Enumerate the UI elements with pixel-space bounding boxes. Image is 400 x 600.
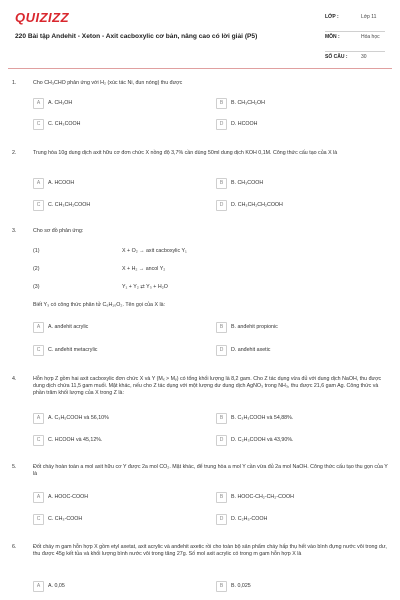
option-letter: B — [216, 413, 227, 424]
option-letter: A — [33, 98, 44, 109]
option-b[interactable] — [216, 413, 376, 424]
option-text: A. 0,05 — [48, 583, 65, 589]
option-c[interactable] — [33, 514, 193, 525]
question-5 — [12, 464, 390, 534]
question-number: 3. — [12, 228, 17, 234]
option-letter: D — [216, 514, 227, 525]
option-letter: D — [216, 435, 227, 446]
question-2 — [12, 150, 390, 220]
option-letter: A — [33, 581, 44, 592]
option-b[interactable] — [216, 492, 376, 503]
meta-value: Lớp 11 — [361, 14, 377, 20]
scheme-label: (2) — [33, 266, 40, 272]
option-text: B. 0,025 — [231, 583, 251, 589]
question-text: Cho CH₃CHO phản ứng với H₂ (xúc tác Ni, đun nóng) thu được — [33, 80, 183, 86]
option-text: C. CH₃COOH — [48, 121, 81, 127]
option-letter: A — [33, 413, 44, 424]
option-text: C. HCOOH và 45,12%. — [48, 437, 103, 443]
option-text: D. C₂H₃COOH và 43,90%. — [231, 437, 294, 443]
option-text: B. anđehit propionic — [231, 324, 278, 330]
option-a[interactable] — [33, 98, 193, 109]
option-d[interactable] — [216, 200, 376, 211]
question-number: 5. — [12, 464, 17, 470]
option-text: A. HOOC-COOH — [48, 494, 89, 500]
question-text: Đốt cháy m gam hỗn hợp X gồm etyl axetat, axit acrylic và anđehit axetic rồi cho toàn bộ sản phẩm cháy hấp thụ hết vào bình đựng nước vôi trong dư, thu được 45g kết tủa và khối lượng bình nước vôi trong tăng 27g. Số mol axit acrylic có trong m gam hỗn hợp X là — [33, 544, 387, 557]
question-3 — [12, 228, 390, 363]
scheme-equation: X + H₂ → ancol Y₂ — [122, 266, 166, 272]
question-number: 1. — [12, 80, 17, 86]
option-letter: C — [33, 514, 44, 525]
option-b[interactable] — [216, 178, 376, 189]
scheme-equation: X + O₂ → axit cacboxylic Y₁ — [122, 248, 187, 254]
option-c[interactable] — [33, 345, 193, 356]
meta-key: LỚP : — [325, 14, 339, 20]
option-text: D. anđehit axetic — [231, 347, 271, 353]
meta-row-subject — [325, 34, 385, 52]
option-letter: A — [33, 492, 44, 503]
question-text: Cho sơ đồ phản ứng: — [33, 228, 84, 234]
option-letter: C — [33, 119, 44, 130]
question-followup: Biết Y₃ có công thức phân tử C₆H₁₀O₂. Tên gọi của X là: — [33, 302, 166, 308]
option-letter: C — [33, 345, 44, 356]
question-number: 4. — [12, 376, 17, 382]
quizizz-logo: QUIZIZZ — [15, 10, 70, 25]
option-d[interactable] — [216, 514, 376, 525]
option-a[interactable] — [33, 322, 193, 333]
option-text: A. C₃H₅COOH và 56,10% — [48, 415, 109, 421]
option-letter: B — [216, 581, 227, 592]
worksheet-header — [0, 0, 400, 66]
scheme-equation: Y₁ + Y₂ ⇄ Y₃ + H₂O — [122, 284, 168, 290]
option-b[interactable] — [216, 98, 376, 109]
option-a[interactable] — [33, 492, 193, 503]
option-letter: C — [33, 435, 44, 446]
option-a[interactable] — [33, 413, 193, 424]
option-letter: B — [216, 178, 227, 189]
option-text: C. anđehit metacrylic — [48, 347, 98, 353]
question-text: Trung hòa 10g dung dịch axit hữu cơ đơn chức X nồng độ 3,7% cần dùng 50ml dung dịch KOH 0,1M. Công thức cấu tạo của X là — [33, 150, 338, 156]
option-text: A. HCOOH — [48, 180, 75, 186]
option-d[interactable] — [216, 435, 376, 446]
question-1 — [12, 80, 390, 140]
question-4 — [12, 376, 390, 458]
meta-row-class — [325, 14, 385, 32]
option-d[interactable] — [216, 345, 376, 356]
option-text: A. anđehit acrylic — [48, 324, 89, 330]
option-b[interactable] — [216, 581, 376, 592]
option-letter: D — [216, 200, 227, 211]
option-letter: B — [216, 98, 227, 109]
question-6 — [12, 544, 390, 598]
option-letter: A — [33, 178, 44, 189]
option-text: C. CH₃-COOH — [48, 516, 83, 522]
scheme-label: (1) — [33, 248, 40, 254]
option-letter: C — [33, 200, 44, 211]
option-text: D. C₂H₅-COOH — [231, 516, 268, 522]
option-d[interactable] — [216, 119, 376, 130]
header-divider — [8, 68, 392, 69]
option-text: D. CH₃CH₂CH₂COOH — [231, 202, 283, 208]
meta-box — [325, 14, 385, 73]
option-a[interactable] — [33, 581, 193, 592]
option-text: C. CH₃CH₂COOH — [48, 202, 91, 208]
option-text: D. HCOOH — [231, 121, 258, 127]
option-text: A. CH₃OH — [48, 100, 73, 106]
option-c[interactable] — [33, 200, 193, 211]
scheme-label: (3) — [33, 284, 40, 290]
option-c[interactable] — [33, 119, 193, 130]
question-text: Đốt cháy hoàn toàn a mol axit hữu cơ Y được 2a mol CO₂. Mặt khác, để trung hòa a mol Y cần vừa đủ 2a mol NaOH. Công thức cấu tạo thu gọn của Y là — [33, 464, 388, 477]
option-c[interactable] — [33, 435, 193, 446]
meta-value: 30 — [361, 54, 367, 60]
meta-key: SỐ CÂU : — [325, 54, 348, 60]
option-text: B. C₃H₃COOH và 54,88%. — [231, 415, 294, 421]
option-a[interactable] — [33, 178, 193, 189]
question-text: Hỗn hợp Z gồm hai axit cacboxylic đơn chức X và Y (Mₓ > Mᵧ) có tổng khối lượng là 8,2 gam. Cho Z tác dụng vừa đủ với dung dịch NaOH, thu được dung dịch chứa 11,5 gam muối. Mặt khác, nếu cho Z tác dụng với một lượng dư dung dịch AgNO₃ trong NH₃, thu được 21,6 gam Ag. Công thức và phần trăm khối lượng của X trong Z là: — [33, 376, 382, 396]
option-text: B. CH₃COOH — [231, 180, 264, 186]
option-text: B. CH₃CH₂OH — [231, 100, 265, 106]
option-letter: A — [33, 322, 44, 333]
page-title: 220 Bài tập Andehit - Xeton - Axit cacboxylic cơ bản, nâng cao có lời giải (P5) — [15, 33, 258, 40]
option-letter: B — [216, 322, 227, 333]
question-number: 2. — [12, 150, 17, 156]
option-letter: D — [216, 119, 227, 130]
option-text: B. HOOC-CH₂-CH₂-COOH — [231, 494, 294, 500]
option-b[interactable] — [216, 322, 376, 333]
meta-key: MÔN : — [325, 34, 340, 40]
meta-value: Hóa học — [361, 34, 380, 40]
question-number: 6. — [12, 544, 17, 550]
option-letter: B — [216, 492, 227, 503]
option-letter: D — [216, 345, 227, 356]
